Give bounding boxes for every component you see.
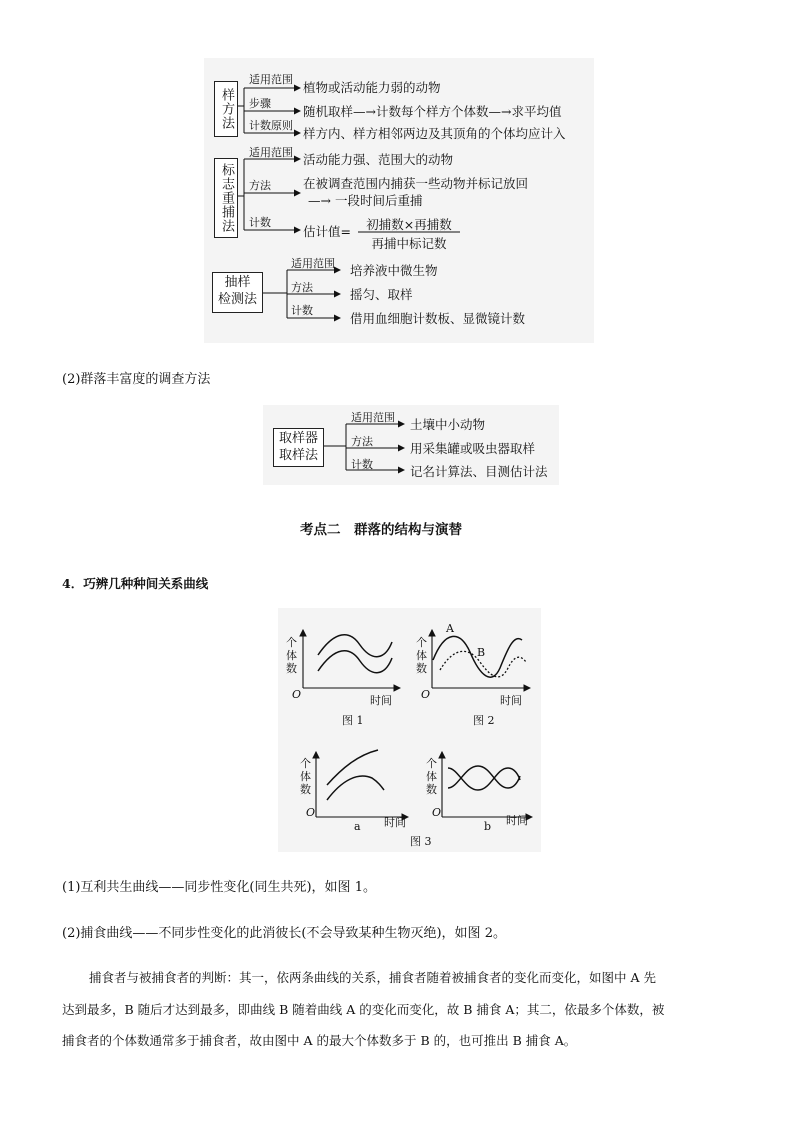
section2-title: (2)群落丰富度的调查方法 bbox=[62, 372, 211, 387]
d2-label-count: 计数 bbox=[351, 458, 373, 471]
fig3a-ylabel-2: 体 bbox=[300, 770, 311, 783]
g1-label-scope: 适用范围 bbox=[249, 73, 293, 86]
paragraph-judgement-line1: 捕食者与被捕食者的判断：其一，依两条曲线的关系，捕食者随着被捕食者的变化而变化，如图中 A 先 bbox=[89, 970, 656, 985]
g2-label-scope: 适用范围 bbox=[249, 146, 293, 159]
d2-label-method: 方法 bbox=[351, 435, 373, 448]
fig3b-sublabel: b bbox=[484, 820, 492, 833]
fig3a-xlabel: 时间 bbox=[384, 816, 406, 829]
biaozhi-title: 标志重捕法 bbox=[219, 163, 234, 233]
fig3a-ylabel-1: 个 bbox=[300, 757, 311, 770]
fig1-caption: 图 1 bbox=[342, 714, 364, 727]
paragraph-predation: (2)捕食曲线——不同步性变化的此消彼长(不会导致某种生物灭绝)，如图 2。 bbox=[62, 926, 506, 941]
fig1-ylabel-3: 数 bbox=[286, 662, 297, 675]
g1-text-count: 样方内、样方相邻两边及其顶角的个体均应计入 bbox=[303, 126, 566, 141]
fraction-denominator: 再捕中标记数 bbox=[371, 236, 447, 251]
fig3a-curve-upper bbox=[327, 750, 378, 785]
fig3b-curve-1 bbox=[448, 768, 520, 790]
paragraph-judgement-line3: 捕食者的个体数通常多于捕食者，故由图中 A 的最大个体数多于 B 的，也可推出 B 捕食 A。 bbox=[62, 1033, 577, 1048]
fig3b-xlabel: 时间 bbox=[506, 814, 528, 827]
g1-label-steps: 步骤 bbox=[249, 97, 271, 110]
quyangqi-title-2: 取样法 bbox=[278, 448, 318, 463]
g2-text-method: 在被调查范围内捕获一些动物并标记放回 bbox=[303, 176, 529, 191]
paragraph-mutualism: (1)互利共生曲线——同步性变化(同生共死)，如图 1。 bbox=[62, 880, 376, 895]
g3-text-count: 借用血细胞计数板、显微镜计数 bbox=[350, 311, 526, 326]
g1-label-count: 计数原则 bbox=[249, 119, 293, 132]
g3-text-method: 摇匀、取样 bbox=[350, 287, 413, 302]
g1-text-scope: 植物或活动能力弱的动物 bbox=[303, 80, 441, 95]
chouyang-title-1: 抽样 bbox=[224, 275, 251, 290]
g3-label-method: 方法 bbox=[291, 281, 313, 294]
fig2-label-a: A bbox=[446, 622, 454, 635]
yangfang-title: 样方法 bbox=[219, 88, 234, 130]
g2-text-estimate: 估计值= bbox=[303, 224, 351, 239]
fig3-caption: 图 3 bbox=[410, 835, 432, 848]
fig3a-sublabel: a bbox=[354, 820, 361, 833]
g1-text-steps: 随机取样—→计数每个样方个体数—→求平均值 bbox=[303, 104, 562, 119]
fig3b-ylabel-3: 数 bbox=[426, 783, 437, 796]
fig2-ylabel-3: 数 bbox=[416, 662, 427, 675]
fig1-ylabel-1: 个 bbox=[286, 636, 297, 649]
fig3b-ylabel-1: 个 bbox=[426, 757, 437, 770]
fig3a-ylabel-3: 数 bbox=[300, 783, 311, 796]
fig1-curve-upper bbox=[318, 635, 392, 657]
fig3b-curve-2 bbox=[448, 766, 520, 788]
fig1-origin: O bbox=[292, 688, 302, 701]
paragraph-judgement-line2: 达到最多，B 随后才达到最多，即曲线 B 随着曲线 A 的变化而变化，故 B 捕食 A；其二，依最多个体数，被 bbox=[62, 1002, 665, 1017]
fig2-origin: O bbox=[421, 688, 431, 701]
fig3a-curve-lower bbox=[327, 776, 384, 800]
g2-label-count: 计数 bbox=[249, 216, 271, 229]
item4-title: 4．巧辨几种种间关系曲线 bbox=[62, 576, 209, 591]
fig1-curve-lower bbox=[318, 651, 392, 673]
fig2-label-b: B bbox=[477, 646, 486, 659]
d2-label-scope: 适用范围 bbox=[351, 411, 395, 424]
g3-label-scope: 适用范围 bbox=[291, 257, 335, 270]
chouyang-title-2: 检测法 bbox=[217, 292, 257, 307]
quyangqi-title-1: 取样器 bbox=[278, 431, 318, 446]
fig2-ylabel-2: 体 bbox=[416, 649, 427, 662]
g2-text-method-2: —→ 一段时间后重捕 bbox=[308, 193, 423, 208]
fig2-xlabel: 时间 bbox=[500, 694, 522, 707]
g3-label-count: 计数 bbox=[291, 304, 313, 317]
fig1-xlabel: 时间 bbox=[370, 694, 392, 707]
fig3b-ylabel-2: 体 bbox=[426, 770, 437, 783]
fig2-caption: 图 2 bbox=[473, 714, 495, 727]
g3-text-scope: 培养液中微生物 bbox=[350, 263, 438, 278]
d2-text-method: 用采集罐或吸虫器取样 bbox=[410, 441, 536, 456]
g2-text-scope: 活动能力强、范围大的动物 bbox=[303, 152, 454, 167]
d2-text-scope: 土壤中小动物 bbox=[410, 417, 486, 432]
section-heading: 考点二 群落的结构与演替 bbox=[300, 522, 462, 538]
g2-label-method: 方法 bbox=[249, 179, 271, 192]
d2-text-count: 记名计算法、目测估计法 bbox=[410, 464, 548, 479]
fig1-ylabel-2: 体 bbox=[286, 649, 297, 662]
fig3b-origin: O bbox=[432, 806, 442, 819]
fig2-ylabel-1: 个 bbox=[416, 636, 427, 649]
fig3a-origin: O bbox=[306, 806, 316, 819]
fraction-numerator: 初捕数×再捕数 bbox=[366, 217, 452, 232]
